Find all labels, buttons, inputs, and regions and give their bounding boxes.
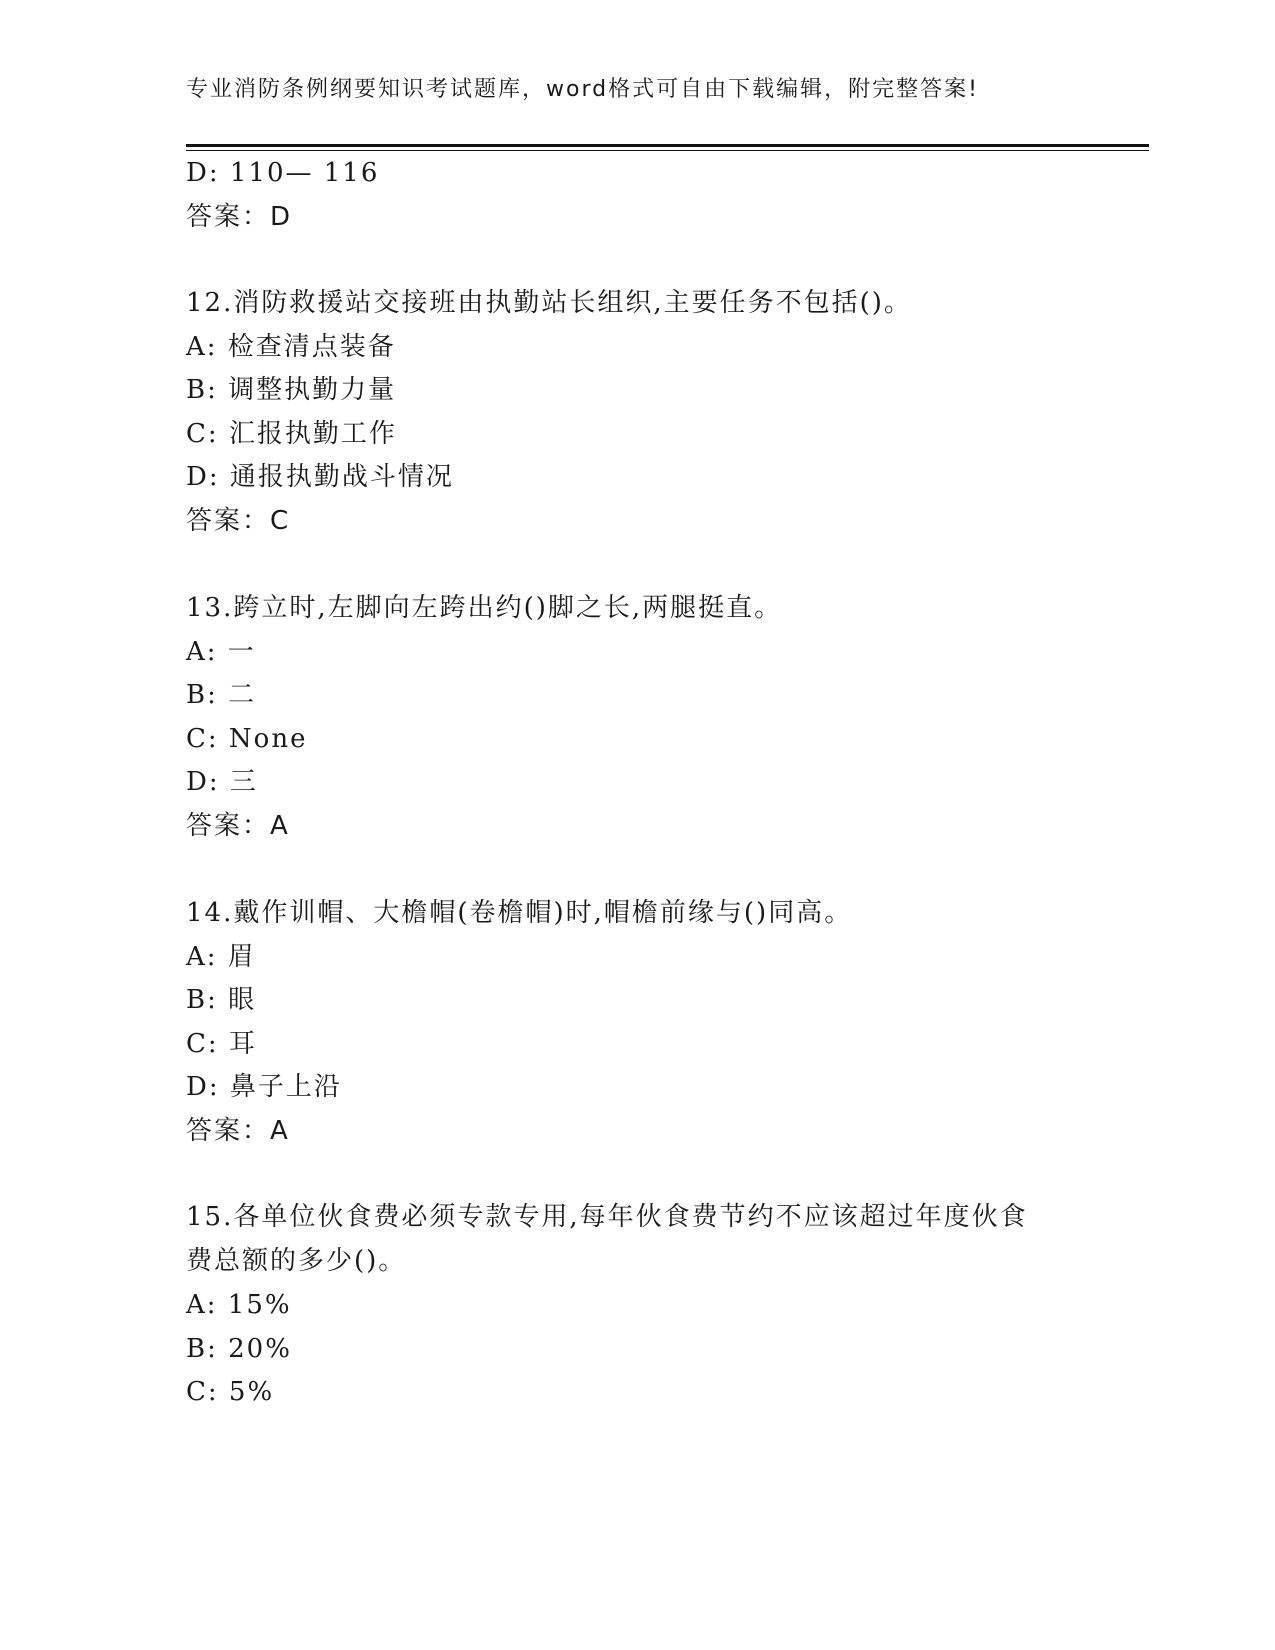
q14-option-c: C: 耳 (186, 1029, 257, 1059)
q15-option-c: C: 5% (186, 1377, 275, 1407)
q14-option-a: A: 眉 (186, 942, 256, 972)
q13-option-c: C: None (186, 724, 308, 754)
header-rule-thin (186, 150, 1149, 151)
q13-answer: 答案：A (186, 811, 290, 841)
q13-option-a: A: 一 (186, 637, 256, 667)
q12-answer: 答案：C (186, 506, 291, 536)
q14-stem: 14.戴作训帽、大檐帽(卷檐帽)时,帽檐前缘与()同高。 (186, 898, 853, 928)
q11-option-d: D: 110— 116 (186, 158, 380, 188)
q12-option-d: D: 通报执勤战斗情况 (186, 462, 454, 492)
q13-option-b: B: 二 (186, 680, 257, 710)
q15-stem-line-1: 15.各单位伙食费必须专款专用,每年伙食费节约不应该超过年度伙食 (186, 1202, 1028, 1232)
q12-option-c: C: 汇报执勤工作 (186, 419, 397, 449)
q12-option-b: B: 调整执勤力量 (186, 375, 397, 405)
q12-option-a: A: 检查清点装备 (186, 332, 396, 362)
q12-stem: 12.消防救援站交接班由执勤站长组织,主要任务不包括()。 (186, 288, 912, 318)
page-header: 专业消防条例纲要知识考试题库，word格式可自由下载编辑，附完整答案! (186, 77, 979, 102)
q14-option-b: B: 眼 (186, 985, 257, 1015)
q14-answer: 答案：A (186, 1116, 290, 1146)
q15-option-a: A: 15% (186, 1290, 292, 1320)
header-rule-thick (186, 144, 1149, 147)
q15-option-b: B: 20% (186, 1334, 292, 1364)
q15-stem-line-2: 费总额的多少()。 (186, 1246, 407, 1276)
q11-answer: 答案：D (186, 202, 293, 232)
q13-stem: 13.跨立时,左脚向左跨出约()脚之长,两腿挺直。 (186, 593, 783, 623)
q13-option-d: D: 三 (186, 767, 258, 797)
q14-option-d: D: 鼻子上沿 (186, 1072, 342, 1102)
